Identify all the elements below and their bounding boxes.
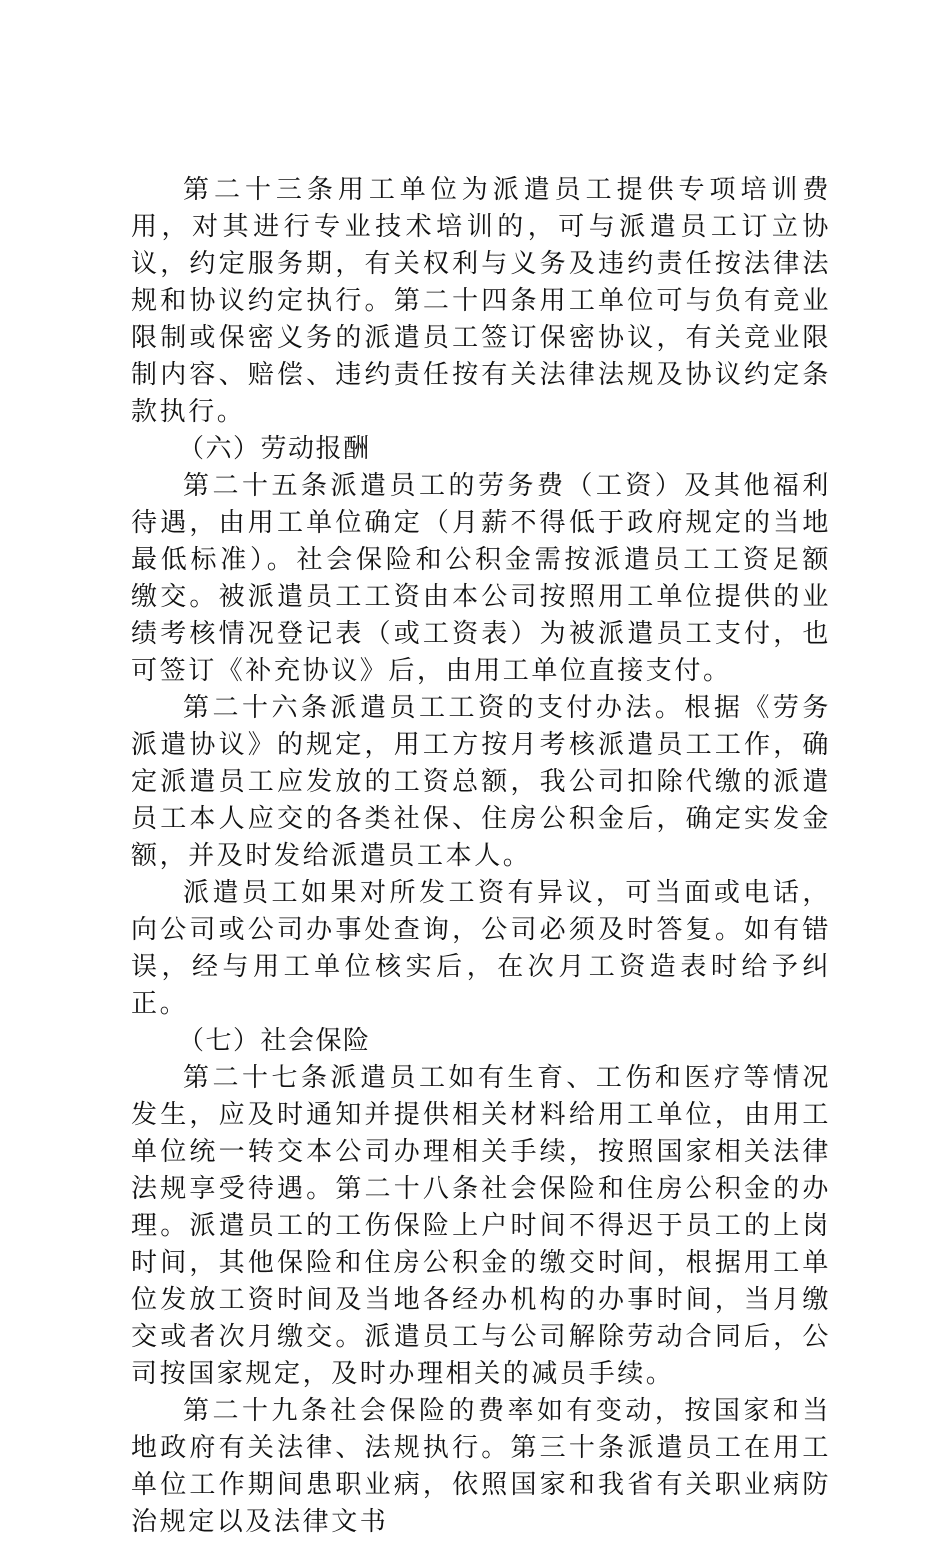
section-heading-social-insurance: （七）社会保险 (178, 1026, 371, 1056)
document-body (131, 172, 831, 1541)
paragraph-article-26: 第二十六条派遣员工工资的支付办法。根据《劳务派遣协议》的规定，用工方按月考核派遣员工工作，确定派遣员工应发放的工资总额，我公司扣除代缴的派遣员工本人应交的各类社保、住房公积金后，确定实发金额，并及时发给派遣员工本人。 (131, 693, 831, 871)
paragraph-article-25: 第二十五条派遣员工的劳务费（工资）及其他福利待遇，由用工单位确定（月薪不得低于政府规定的当地最低标准）。社会保险和公积金需按派遣员工工资足额缴交。被派遣员工工资由本公司按照用工单位提供的业绩考核情况登记表（或工资表）为被派遣员工支付，也可签订《补充协议》后，由用工单位直接支付。 (131, 471, 831, 686)
paragraph-wage-objection: 派遣员工如果对所发工资有异议，可当面或电话，向公司或公司办事处查询，公司必须及时答复。如有错误，经与用工单位核实后，在次月工资造表时给予纠正。 (131, 878, 831, 1019)
paragraph-article-27-28: 第二十七条派遣员工如有生育、工伤和医疗等情况发生，应及时通知并提供相关材料给用工单位，由用工单位统一转交本公司办理相关手续，按照国家相关法律法规享受待遇。第二十八条社会保险和住房公积金的办理。派遣员工的工伤保险上户时间不得迟于员工的上岗时间，其他保险和住房公积金的缴交时间，根据用工单位发放工资时间及当地各经办机构的办事时间，当月缴交或者次月缴交。派遣员工与公司解除劳动合同后，公司按国家规定，及时办理相关的减员手续。 (131, 1063, 831, 1389)
section-heading-labor-remuneration: （六）劳动报酬 (178, 434, 371, 464)
paragraph-article-29-30: 第二十九条社会保险的费率如有变动，按国家和当地政府有关法律、法规执行。第三十条派遣员工在用工单位工作期间患职业病，依照国家和我省有关职业病防治规定以及法律文书 (131, 1396, 831, 1537)
paragraph-article-23-24: 第二十三条用工单位为派遣员工提供专项培训费用，对其进行专业技术培训的，可与派遣员工订立协议，约定服务期，有关权利与义务及违约责任按法律法规和协议约定执行。第二十四条用工单位可与负有竞业限制或保密义务的派遣员工签订保密协议，有关竞业限制内容、赔偿、违约责任按有关法律法规及协议约定条款执行。 (131, 175, 831, 427)
